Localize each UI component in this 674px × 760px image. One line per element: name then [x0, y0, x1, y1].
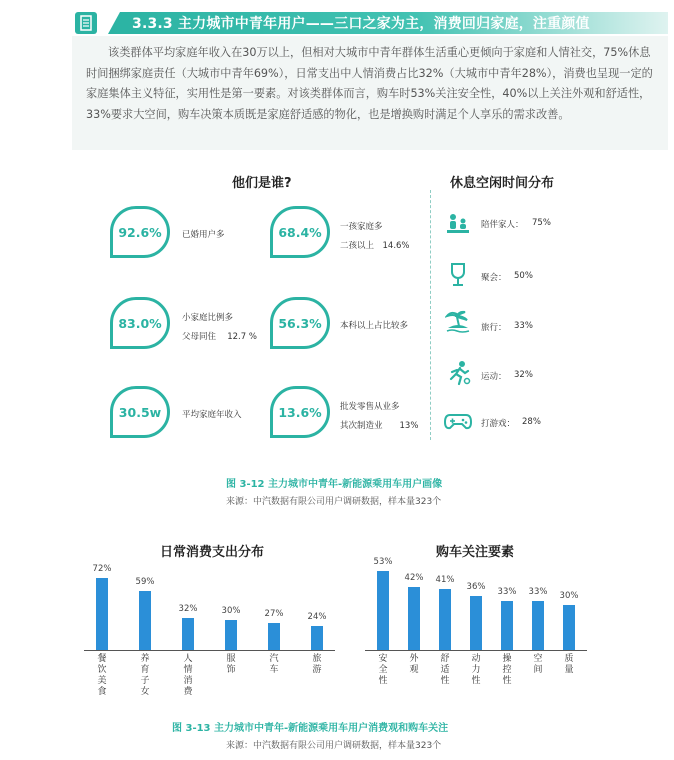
bar [96, 578, 108, 650]
bar-value-label: 30% [221, 606, 241, 616]
category-label: 旅游 [312, 654, 322, 675]
leisure-game-label: 打游戏： [481, 419, 516, 429]
running-icon [447, 360, 469, 382]
bar [501, 601, 513, 651]
bar-value-label: 32% [178, 604, 198, 614]
bar [377, 571, 389, 651]
category-label: 安全性 [378, 654, 388, 686]
spending-chart [80, 560, 350, 710]
bar [225, 620, 237, 650]
family-icon [445, 212, 467, 234]
category-label: 养育子女 [140, 654, 150, 697]
stat-manufacturing-label: 其次制造业 13% [340, 421, 419, 431]
bar-value-label: 30% [559, 591, 579, 601]
category-label: 空间 [533, 654, 543, 675]
figure2-source: 来源：中汽数据有限公司用户调研数据，样本量323个 [226, 741, 442, 751]
category-label: 质量 [564, 654, 574, 675]
stat-industry-label: 批发零售从业多 [340, 402, 400, 412]
leisure-title: 休息空闲时间分布 [450, 176, 555, 191]
figure1-source: 来源：中汽数据有限公司用户调研数据，样本量323个 [226, 497, 442, 507]
stat-one-child-bubble: 68.4% [270, 206, 330, 258]
document-icon [75, 12, 97, 34]
bar-value-label: 27% [264, 609, 284, 619]
leisure-family-value: 75% [532, 218, 551, 228]
leisure-sport-value: 32% [514, 370, 533, 380]
bar [182, 618, 194, 650]
stat-two-children-label: 二孩以上 14.6% [340, 241, 410, 251]
stat-small-family-bubble: 83.0% [110, 297, 170, 349]
leisure-game-value: 28% [522, 417, 541, 427]
leisure-travel-value: 33% [514, 321, 533, 331]
figure1-caption: 图 3-12 主力城市中青年-新能源乘用车用户画像 [226, 479, 443, 490]
bar [311, 626, 323, 650]
category-label: 舒适性 [440, 654, 450, 686]
stat-bachelor-bubble: 56.3% [270, 297, 330, 349]
purchase-factors-chart [360, 556, 600, 710]
leisure-party-label: 聚会： [481, 273, 507, 283]
stat-income-label: 平均家庭年收入 [182, 410, 242, 420]
category-label: 动力性 [471, 654, 481, 686]
divider [430, 190, 431, 440]
section-title: 3.3.3 主力城市中青年用户——三口之家为主，消费回归家庭，注重颜值 [132, 16, 590, 32]
gamepad-icon [444, 410, 466, 432]
leisure-party-value: 50% [514, 271, 533, 281]
bar [470, 596, 482, 650]
stat-one-child-label: 一孩家庭多 [340, 222, 383, 232]
bar-value-label: 24% [307, 612, 327, 622]
portrait-title: 他们是谁? [232, 176, 292, 191]
bar-value-label: 42% [404, 573, 424, 583]
figure2-caption: 图 3-13 主力城市中青年-新能源乘用车用户消费观和购车关注 [172, 723, 449, 734]
stat-income-bubble: 30.5w [110, 386, 170, 438]
bar [532, 601, 544, 651]
wine-glass-icon [447, 262, 469, 284]
category-label: 服饰 [226, 654, 236, 675]
bar [439, 589, 451, 651]
stat-small-family-label: 小家庭比例多 [182, 313, 234, 323]
bar-value-label: 72% [92, 564, 112, 574]
purchase-factors-chart-title: 购车关注要素 [436, 545, 515, 560]
bar-value-label: 53% [373, 556, 393, 567]
bar [563, 605, 575, 650]
stat-married-label: 已婚用户多 [182, 230, 225, 240]
x-axis-line [365, 650, 587, 651]
bar [408, 587, 420, 650]
leisure-travel-label: 旅行： [481, 323, 507, 333]
bar [268, 623, 280, 650]
bar-value-label: 36% [466, 582, 486, 592]
leisure-sport-label: 运动： [481, 372, 507, 382]
leisure-family-label: 陪伴家人： [481, 220, 524, 230]
x-axis-line [84, 650, 335, 651]
bar-value-label: 59% [135, 577, 155, 587]
category-label: 人情消费 [183, 654, 193, 697]
bar [139, 591, 151, 650]
spending-chart-title: 日常消费支出分布 [160, 545, 265, 560]
stat-industry-bubble: 13.6% [270, 386, 330, 438]
bar-value-label: 41% [435, 574, 455, 585]
stat-live-with-parents-label: 父母同住 12.7 % [182, 332, 257, 342]
category-label: 外观 [409, 654, 419, 675]
island-travel-icon [445, 308, 467, 330]
category-label: 餐饮美食 [97, 654, 107, 697]
bar-value-label: 33% [497, 586, 517, 597]
intro-paragraph: 该类群体平均家庭年收入在30万以上，但相对大城市中青年群体生活重心更倾向于家庭和人情社交，75%休息时间捆绑家庭责任（大城市中青年69%），日常支出中人情消费占比32%（大城市中青年28%），消费也呈现一定的家庭集体主义特征，实用性是第一要素。对该类群体而言，购车时53%关注安全性，40%以上关注外观和舒适性，33%要求大空间，购车决策本质既是家庭舒适感的物化，也是增换购时满足个人享乐的需求改善。 [86, 46, 653, 121]
category-label: 操控性 [502, 654, 512, 686]
stat-bachelor-label: 本科以上占比较多 [340, 321, 409, 331]
bar-value-label: 33% [528, 586, 548, 597]
stat-married-bubble: 92.6% [110, 206, 170, 258]
category-label: 汽车 [269, 654, 279, 675]
